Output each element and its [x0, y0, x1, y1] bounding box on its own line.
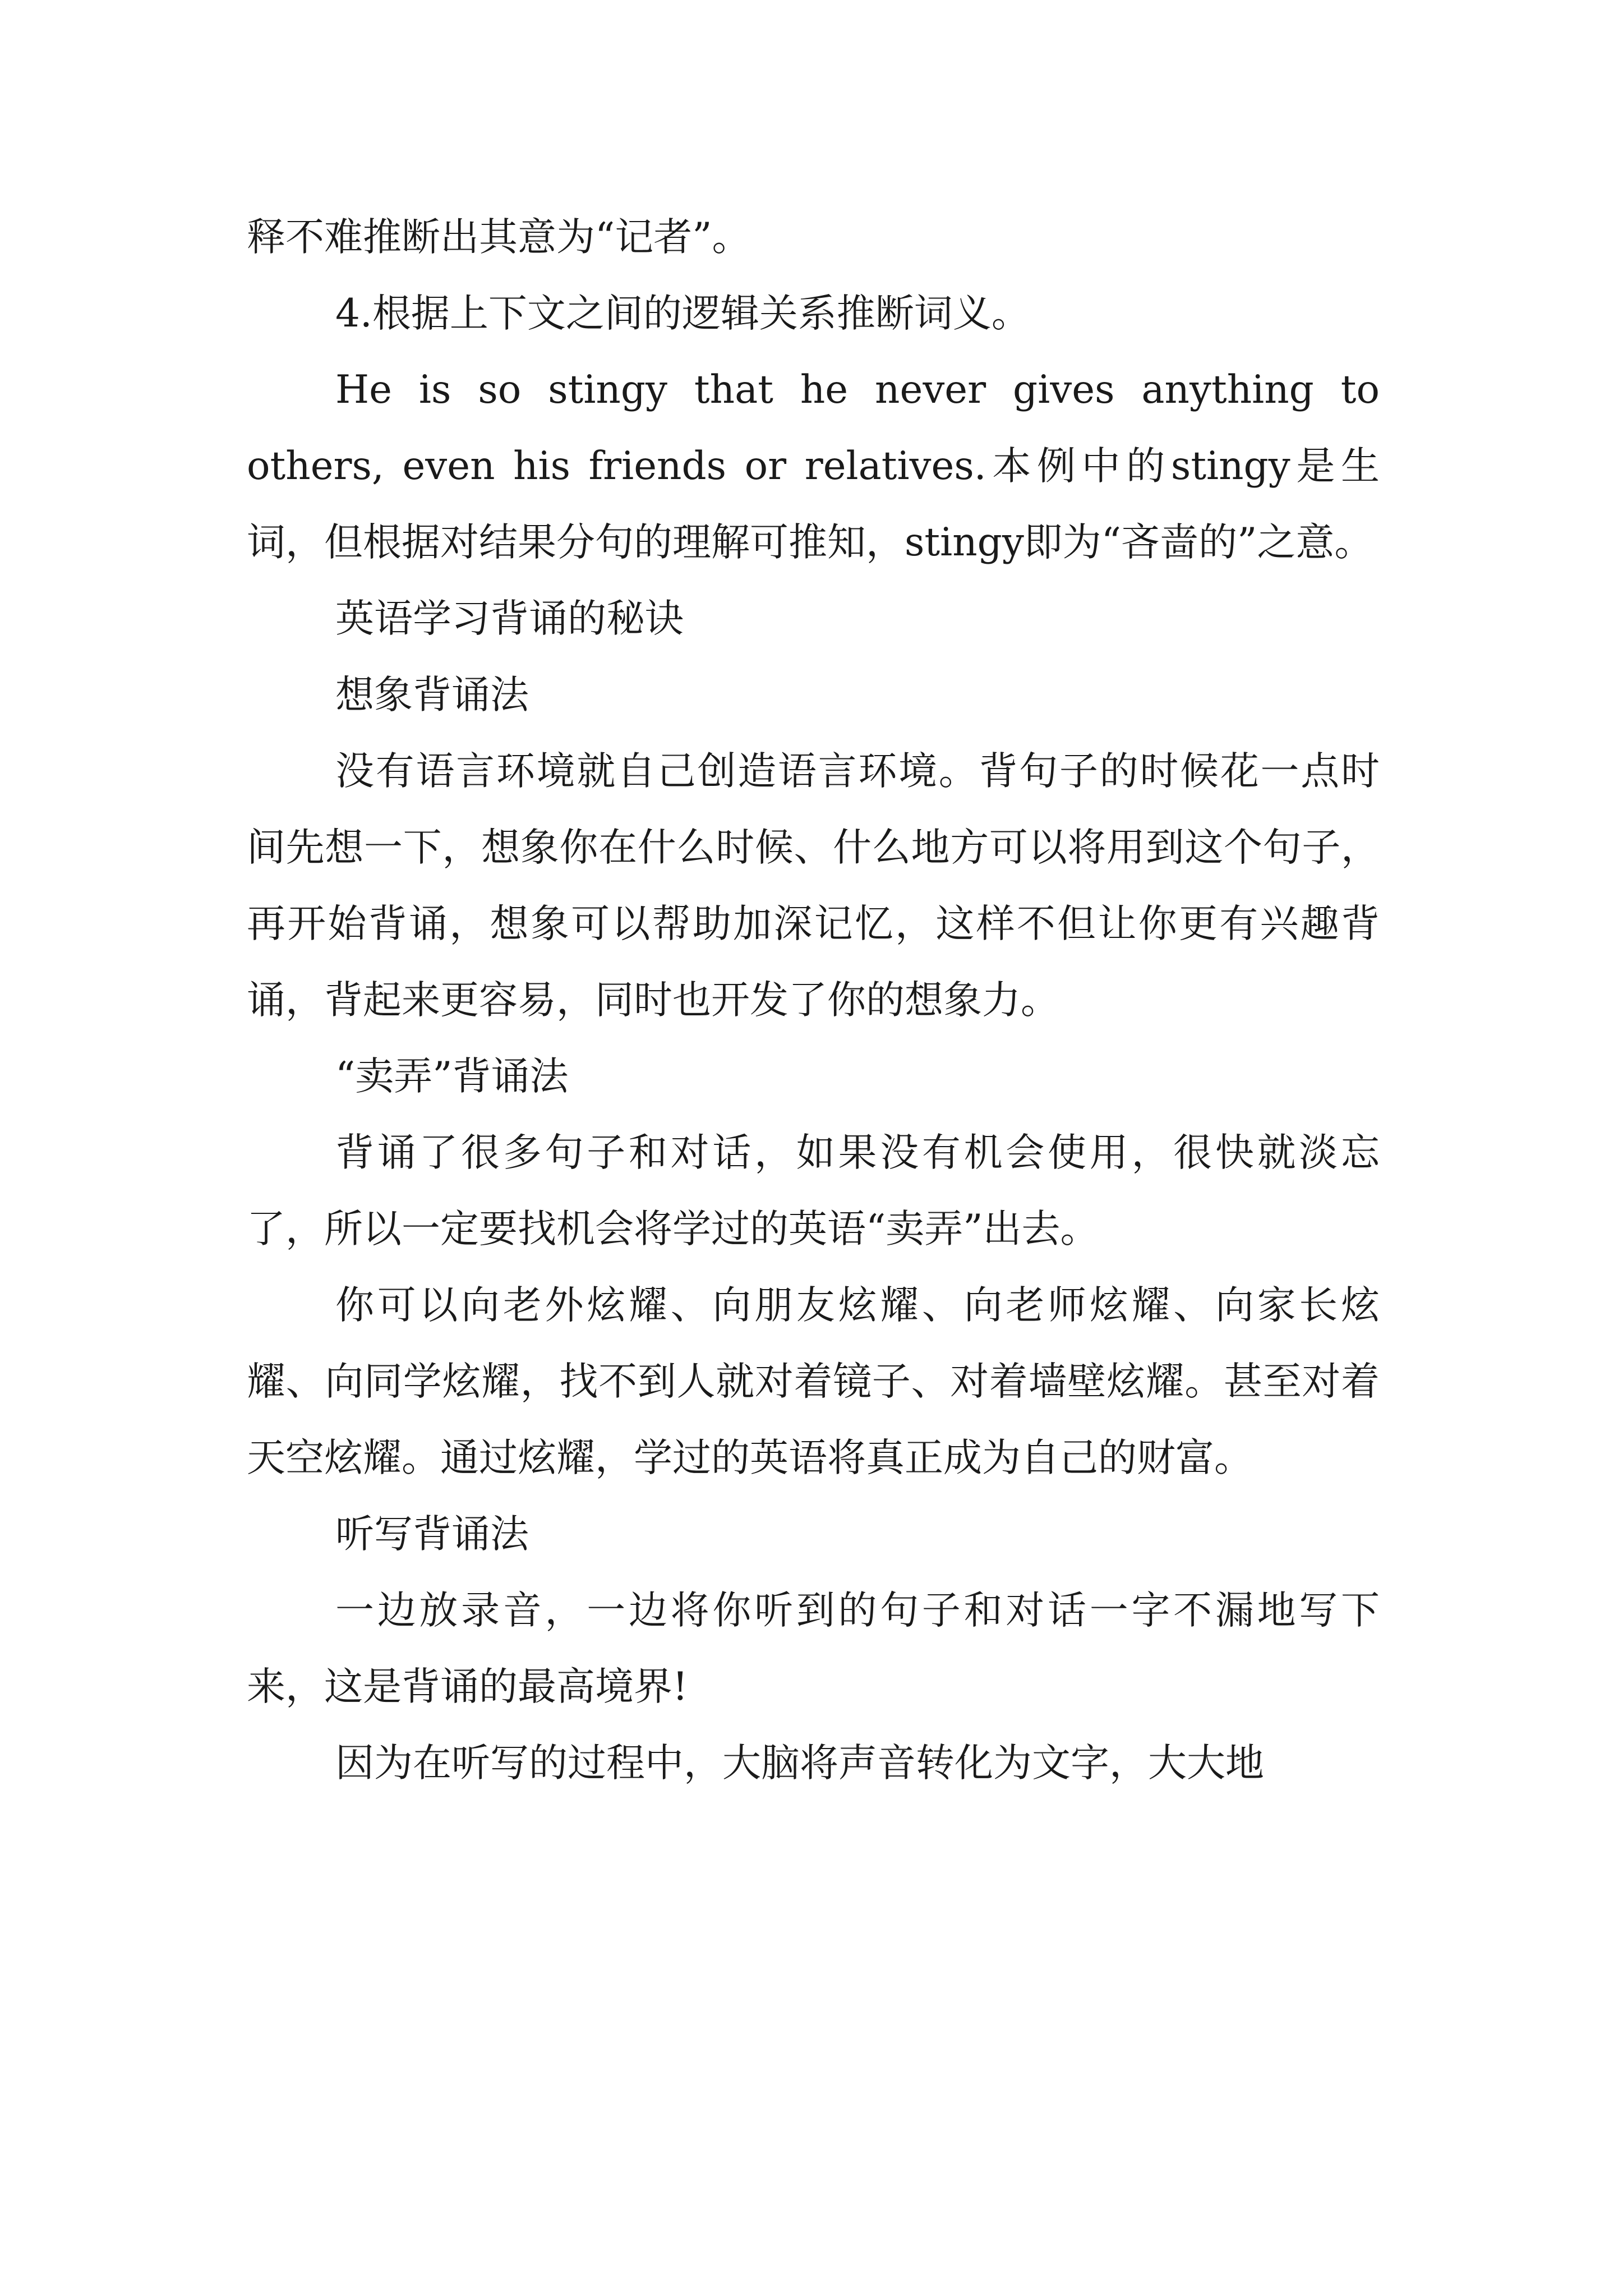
paragraph-dictation-reason: 因为在听写的过程中，大脑将声音转化为文字，大大地 [335, 1741, 1264, 1786]
subheading-dictation-method: 听写背诵法 [335, 1512, 529, 1557]
paragraph-continuation: 释不难推断出其意为“记者”。 [247, 215, 751, 260]
paragraph-imagination-method: 没有语言环境就自己创造语言环境。背句子的时候花一点时间先想一下，想象你在什么时候、什么地方可以将用到这个句子，再开始背诵，想象可以帮助加深记忆，这样不但让你更有兴趣背诵，背起来更容易，同时也开发了你的想象力。 [247, 749, 1380, 1023]
subheading-showoff-method: “卖弄”背诵法 [335, 1054, 569, 1099]
paragraph-method-4: 4.根据上下文之间的逻辑关系推断词义。 [335, 291, 1030, 336]
document-body [247, 199, 1380, 1801]
paragraph-stingy-example: He is so stingy that he never gives anything to others, even his friends or relatives.本例中的stingy是生词，但根据对结果分句的理解可推知，stingy即为“吝啬的”之意。 [247, 367, 1380, 565]
paragraph-showoff-method: 背诵了很多句子和对话，如果没有机会使用，很快就淡忘了，所以一定要找机会将学过的英语“卖弄”出去。 [247, 1130, 1380, 1251]
section-title: 英语学习背诵的秘诀 [335, 596, 684, 641]
paragraph-showoff-examples: 你可以向老外炫耀、向朋友炫耀、向老师炫耀、向家长炫耀、向同学炫耀，找不到人就对着镜子、对着墙壁炫耀。甚至对着天空炫耀。通过炫耀，学过的英语将真正成为自己的财富。 [247, 1283, 1380, 1480]
paragraph-dictation-method: 一边放录音，一边将你听到的句子和对话一字不漏地写下来，这是背诵的最高境界! [247, 1588, 1380, 1709]
subheading-imagination-method: 想象背诵法 [335, 673, 529, 717]
